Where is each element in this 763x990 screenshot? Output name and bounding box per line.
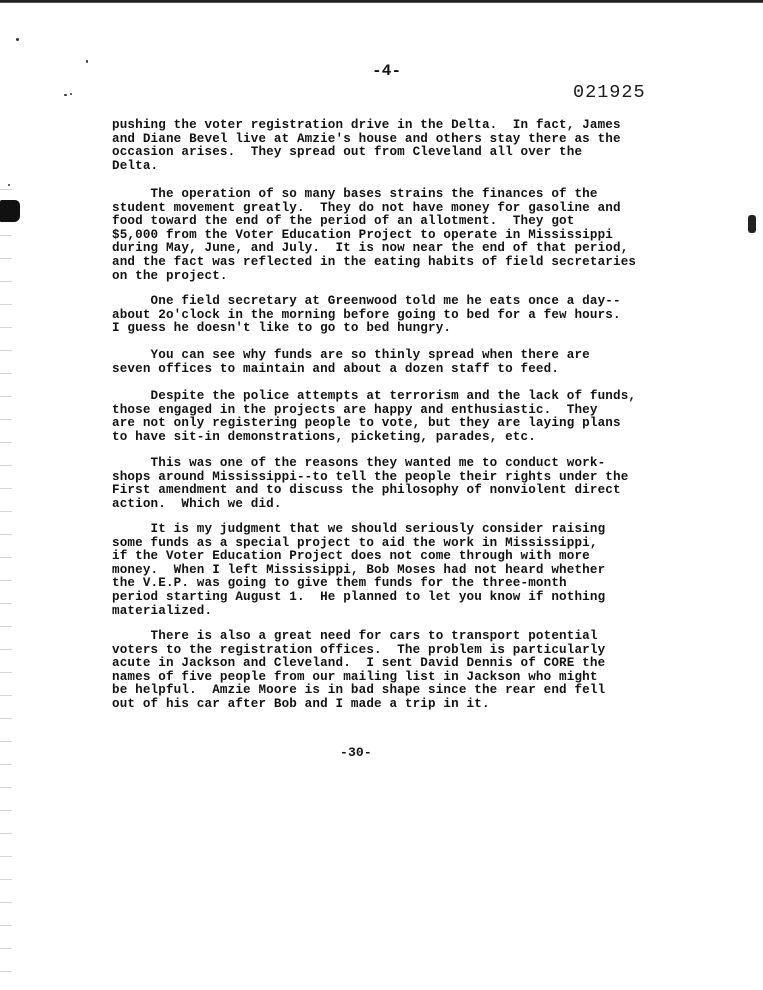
text-line: It is my judgment that we should seriously consider raising [112,522,606,536]
text-line: There is also a great need for cars to transport potential [112,629,598,643]
footer-page-number: -30- [340,745,372,760]
text-line: Despite the police attempts at terrorism and the lack of funds, [112,389,637,403]
paragraph [112,119,672,173]
text-line: and the fact was reflected in the eating habits of field secretaries [112,254,637,269]
paragraph [112,295,672,336]
text-line: on the project. [112,268,228,283]
text-line: out of his car after Bob and I made a trip in it. [112,696,490,711]
paragraph [112,188,672,283]
text-line: during May, June, and July. It is now near the end of that period, [112,241,629,256]
text-line: those engaged in the projects are happy and enthusiastic. They [112,402,598,417]
text-line: about 2o'clock in the morning before going to bed for a few hours. [112,307,621,322]
text-line: acute in Jackson and Cleveland. I sent David Dennis of CORE the [112,656,606,671]
scan-speck [70,93,72,95]
paragraph [112,349,672,376]
text-line: First amendment and to discuss the philosophy of nonviolent direct [112,483,621,498]
paragraph [112,523,672,618]
text-line: materialized. [112,603,213,618]
text-line: names of five people from our mailing list in Jackson who might [112,669,598,684]
header-page-marker: -4- [372,62,402,80]
text-line: if the Voter Education Project does not come through with more [112,549,590,564]
scan-left-edge [0,180,12,980]
text-line: One field secretary at Greenwood told me he eats once a day-- [112,294,621,308]
text-line: student movement greatly. They do not have money for gasoline and [112,200,621,215]
text-line: some funds as a special project to aid the work in Mississippi, [112,535,598,550]
paragraph [112,457,672,511]
scan-speck [86,60,88,63]
scan-blot-right [748,215,756,233]
scan-top-border [0,0,763,7]
text-line: Delta. [112,158,159,173]
text-line: the V.E.P. was going to give them funds for the three-month [112,576,567,591]
text-line: food toward the end of the period of an allotment. They got [112,214,575,229]
text-line: $5,000 from the Voter Education Project to operate in Mississippi [112,227,613,242]
scan-speck [16,38,19,41]
text-line: be helpful. Amzie Moore is in bad shape since the rear end fell [112,683,606,698]
text-line: to have sit-in demonstrations, picketing, parades, etc. [112,429,536,444]
text-line: seven offices to maintain and about a dozen staff to feed. [112,361,560,376]
scan-speck [64,94,67,96]
text-line: occasion arises. They spread out from Cleveland all over the [112,145,583,160]
text-line: and Diane Bevel live at Amzie's house and others stay there as the [112,131,621,146]
scan-blot-left [0,200,20,222]
paragraph [112,390,672,444]
text-line: action. Which we did. [112,496,282,511]
text-line: shops around Mississippi--to tell the people their rights under the [112,469,629,484]
paragraph [112,630,672,712]
document-number: 021925 [573,82,646,103]
text-line: I guess he doesn't like to go to bed hungry. [112,321,452,336]
text-line: period starting August 1. He planned to let you know if nothing [112,589,606,604]
text-line: are not only registering people to vote, but they are laying plans [112,416,621,431]
text-line: pushing the voter registration drive in the Delta. In fact, James [112,118,621,132]
text-line: You can see why funds are so thinly spread when there are [112,348,590,362]
text-line: The operation of so many bases strains the finances of the [112,187,598,201]
text-line: money. When I left Mississippi, Bob Moses had not heard whether [112,562,606,577]
scan-speck [8,184,10,186]
text-line: voters to the registration offices. The problem is particularly [112,642,606,657]
text-line: This was one of the reasons they wanted me to conduct work- [112,456,606,470]
